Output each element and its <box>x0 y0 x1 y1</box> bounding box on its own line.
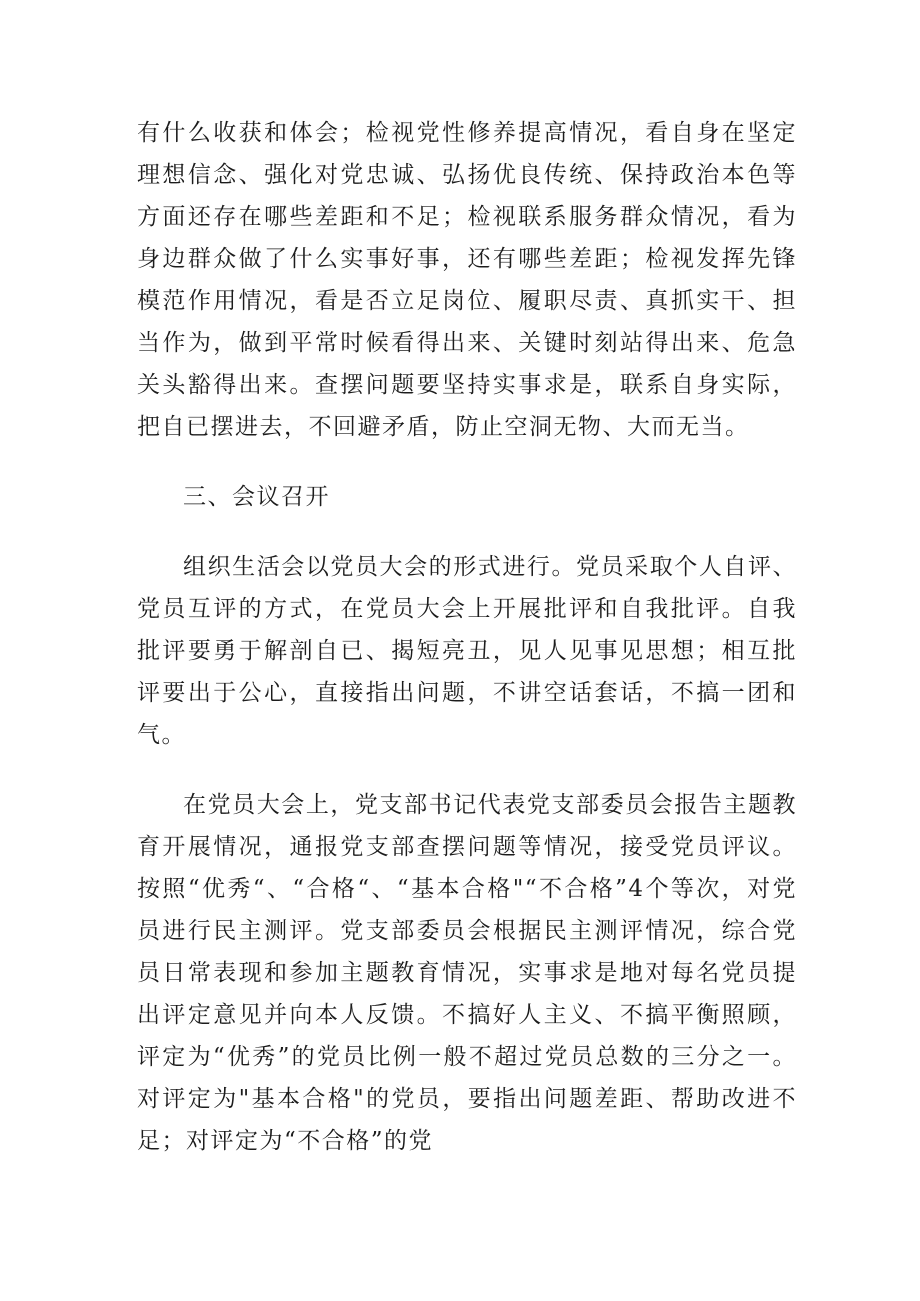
paragraph-continued: 有什么收获和体会；检视党性修养提高情况，看自身在坚定理想信念、强化对党忠诚、弘扬优良传统、保持政治本色等方面还存在哪些差距和不足；检视联系服务群众情况，看为身边群众做了什么实事好事，还有哪些差距；检视发挥先锋模范作用情况，看是否立足岗位、履职尽责、真抓实干、担当作为，做到平常时候看得出来、关键时刻站得出来、危急关头豁得出来。查摆问题要坚持实事求是，联系自身实际，把自已摆进去，不回避矛盾，防止空洞无物、大而无当。 <box>137 120 797 440</box>
document-body <box>137 112 797 1190</box>
section-heading: 三、会议召开 <box>183 484 330 510</box>
paragraph-party-meeting: 在党员大会上，党支部书记代表党支部委员会报告主题教育开展情况，通报党支部查摆问题等情况，接受党员评议。按照“优秀“、“合格“、“基本合格"“不合格”4个等次，对党员进行民主测评。党支部委员会根据民主测评情况，综合党员日常表现和参加主题教育情况，实事求是地对每名党员提出评定意见并向本人反馈。不搞好人主义、不搞平衡照顾，评定为“优秀”的党员比例一般不超过党员总数的三分之一。对评定为"基本合格"的党员，要指出问题差距、帮助改进不足；对评定为“不合格”的党 <box>137 792 797 1154</box>
paragraph-meeting-format: 组织生活会以党员大会的形式进行。党员采取个人自评、党员互评的方式，在党员大会上开展批评和自我批评。自我批评要勇于解剖自已、揭短亮丑，见人见事见思想；相互批评要出于公心，直接指出问题，不讲空话套话，不搞一团和气。 <box>137 554 797 748</box>
